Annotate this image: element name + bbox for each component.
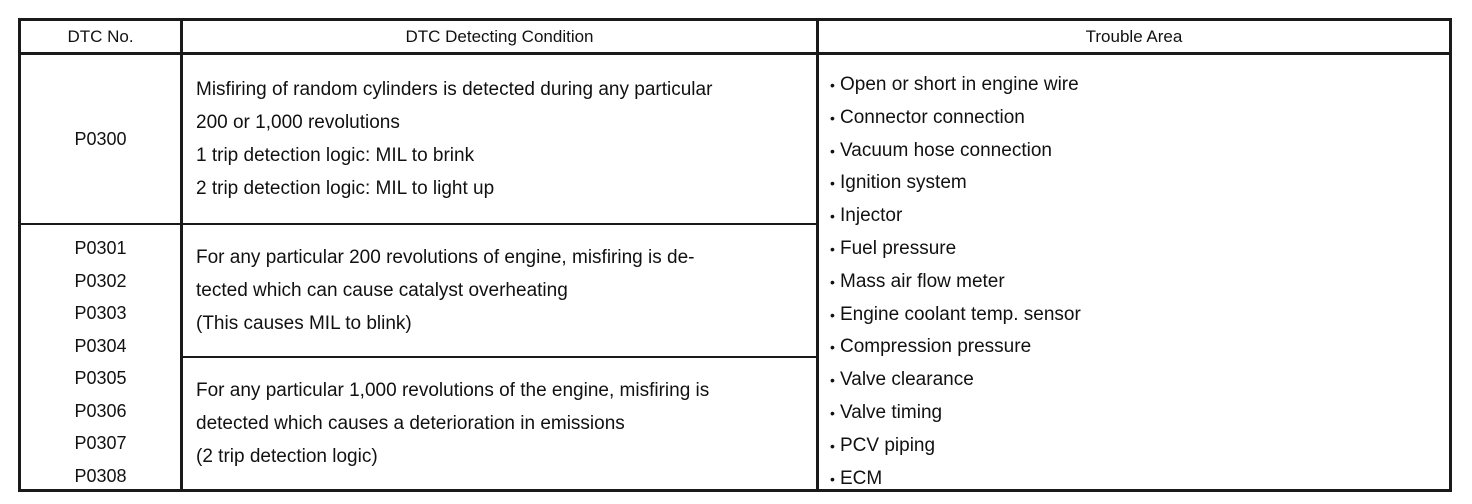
trouble-area-item	[830, 430, 1449, 463]
dtc-code-list	[21, 225, 183, 489]
trouble-area-label: Connector connection	[840, 106, 1025, 128]
bullet-icon: •	[830, 372, 835, 389]
trouble-area-label: Open or short in engine wire	[840, 74, 1079, 95]
condition-line: (This causes MIL to blink)	[196, 313, 412, 334]
trouble-area-label: ECM	[840, 467, 883, 489]
trouble-area-item	[830, 167, 1449, 200]
dtc-code: P0306	[74, 400, 127, 421]
condition-line: Misfiring of random cylinders is detected during any particular	[196, 79, 713, 100]
trouble-area-label: PCV piping	[840, 434, 936, 456]
condition-line: detected which causes a deterioration in emissions	[196, 413, 625, 434]
bullet-icon: •	[830, 437, 835, 454]
header-dtc-no: DTC No.	[21, 21, 183, 55]
dtc-code-cell	[21, 55, 183, 225]
dtc-table	[18, 18, 1452, 492]
dtc-code: P0308	[74, 465, 127, 486]
bullet-icon: •	[830, 306, 835, 323]
trouble-area-cell	[819, 55, 1449, 489]
trouble-area-label: Valve clearance	[840, 369, 974, 391]
trouble-area-label: Mass air flow meter	[840, 270, 1005, 292]
trouble-area-item	[830, 135, 1449, 168]
trouble-area-item	[830, 233, 1449, 266]
trouble-area-label: Ignition system	[840, 172, 967, 194]
condition-line: (2 trip detection logic)	[196, 446, 378, 467]
bullet-icon: •	[830, 404, 835, 421]
trouble-area-item	[830, 299, 1449, 332]
trouble-area-label: Fuel pressure	[840, 237, 957, 259]
dtc-code: P0302	[74, 270, 127, 291]
trouble-area-item	[830, 266, 1449, 299]
condition-cell-200-rev	[183, 225, 819, 358]
trouble-area-label: Valve timing	[840, 401, 943, 423]
condition-cell-1000-rev	[183, 358, 819, 489]
dtc-code: P0307	[74, 433, 127, 453]
trouble-area-item	[830, 102, 1449, 135]
condition-line: 1 trip detection logic: MIL to brink	[196, 145, 475, 166]
bullet-icon: •	[830, 240, 835, 257]
dtc-code: P0300	[74, 128, 127, 149]
header-trouble-area: Trouble Area	[819, 21, 1449, 55]
trouble-area-label: Injector	[840, 205, 903, 227]
trouble-area-list	[830, 69, 1449, 495]
dtc-code: P0305	[74, 368, 127, 388]
bullet-icon: •	[830, 339, 835, 356]
condition-line: For any particular 1,000 revolutions of the engine, misfiring is	[196, 380, 710, 401]
bullet-icon: •	[830, 109, 835, 126]
trouble-area-item	[830, 69, 1449, 102]
trouble-area-label: Engine coolant temp. sensor	[840, 303, 1081, 325]
condition-line: 2 trip detection logic: MIL to light up	[196, 178, 495, 199]
trouble-area-label: Vacuum hose connection	[840, 139, 1052, 161]
dtc-code: P0304	[74, 335, 127, 356]
trouble-area-item	[830, 200, 1449, 233]
bullet-icon: •	[830, 470, 835, 487]
trouble-area-item	[830, 397, 1449, 430]
bullet-icon: •	[830, 208, 835, 225]
trouble-area-label: Compression pressure	[840, 336, 1032, 358]
trouble-area-item	[830, 364, 1449, 397]
condition-cell-p0300	[183, 55, 819, 225]
condition-line: 200 or 1,000 revolutions	[196, 112, 400, 133]
trouble-area-item	[830, 331, 1449, 364]
trouble-area-item	[830, 463, 1449, 496]
bullet-icon: •	[830, 77, 835, 93]
header-detecting-condition: DTC Detecting Condition	[183, 21, 819, 55]
bullet-icon: •	[830, 142, 835, 159]
bullet-icon: •	[830, 273, 835, 290]
bullet-icon: •	[830, 175, 835, 192]
dtc-code: P0301	[74, 238, 127, 258]
condition-line: For any particular 200 revolutions of engine, misfiring is de-	[196, 247, 695, 268]
condition-line: tected which can cause catalyst overheating	[196, 280, 568, 301]
dtc-code: P0303	[74, 303, 127, 323]
